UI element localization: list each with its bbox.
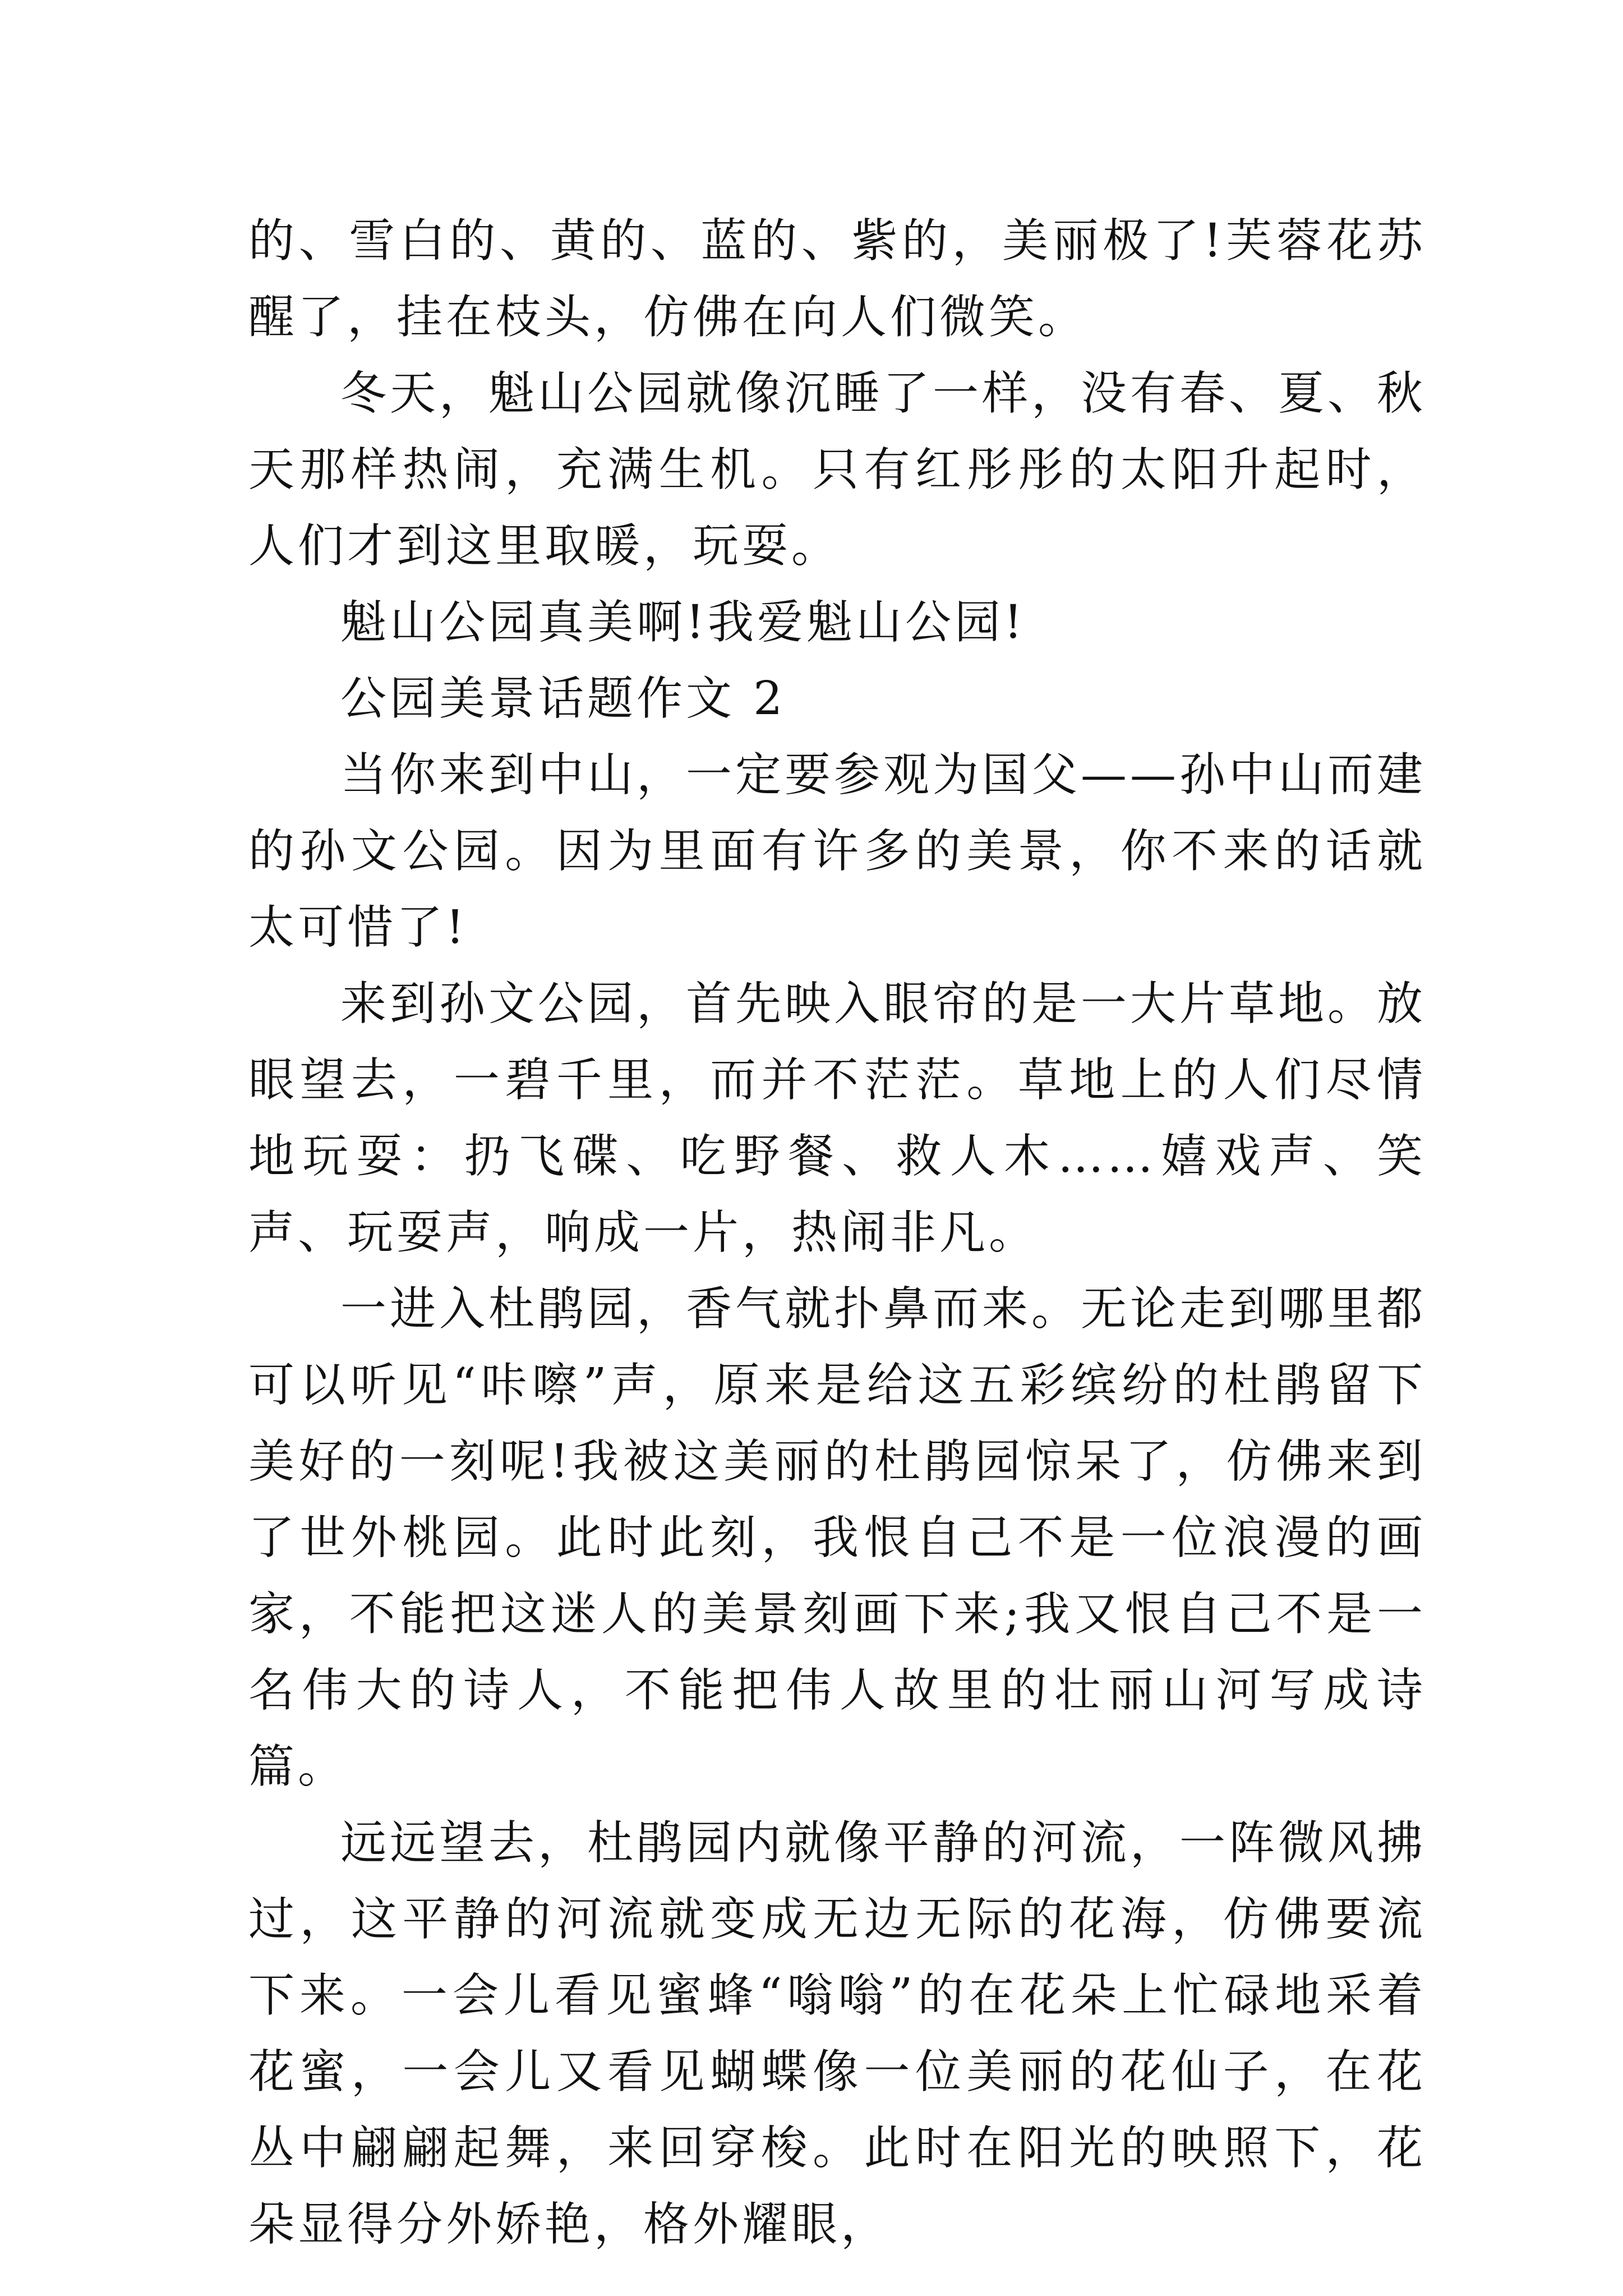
document-body <box>248 203 1426 2263</box>
paragraph-2: 冬天，魁山公园就像沉睡了一样，没有春、夏、秋天那样热闹，充满生机。只有红彤彤的太阳升起时，人们才到这里取暖，玩耍。 <box>248 367 1427 573</box>
section-heading: 公园美景话题作文 2 <box>340 672 786 725</box>
paragraph-7: 一进入杜鹃园，香气就扑鼻而来。无论走到哪里都可以听见“咔嚓”声，原来是给这五彩缤纷的杜鹃留下美好的一刻呢!我被这美丽的杜鹃园惊呆了，仿佛来到了世外桃园。此时此刻，我恨自己不是一位浪漫的画家，不能把这迷人的美景刻画下来;我又恨自己不是一名伟大的诗人，不能把伟人故里的壮丽山河写成诗篇。 <box>248 1282 1427 1793</box>
paragraph-6: 来到孙文公园，首先映入眼帘的是一大片草地。放眼望去，一碧千里，而并不茫茫。草地上的人们尽情地玩耍：扔飞碟、吃野餐、救人木……嬉戏声、笑声、玩耍声，响成一片，热闹非凡。 <box>248 977 1427 1259</box>
paragraph-3: 魁山公园真美啊!我爱魁山公园! <box>340 596 1026 649</box>
paragraph-1: 的、雪白的、黄的、蓝的、紫的，美丽极了!芙蓉花苏醒了，挂在枝头，仿佛在向人们微笑。 <box>248 214 1426 344</box>
paragraph-8: 远远望去，杜鹃园内就像平静的河流，一阵微风拂过，这平静的河流就变成无边无际的花海，仿佛要流下来。一会儿看见蜜蜂“嗡嗡”的在花朵上忙碌地采着花蜜，一会儿又看见蝴蝶像一位美丽的花仙子，在花丛中翩翩起舞，来回穿梭。此时在阳光的映照下，花朵显得分外娇艳，格外耀眼， <box>248 1816 1427 2251</box>
paragraph-5: 当你来到中山，一定要参观为国父——孙中山而建的孙文公园。因为里面有许多的美景，你不来的话就太可惜了! <box>248 748 1427 954</box>
